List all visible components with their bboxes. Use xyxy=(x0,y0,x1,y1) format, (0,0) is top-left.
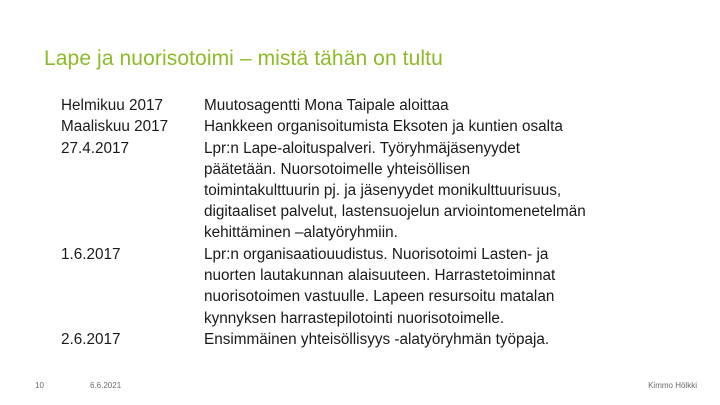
date-2-6-2017: 2.6.2017 xyxy=(61,331,121,348)
description-line: Ensimmäinen yhteisöllisyys -alatyöryhmän työpaja. xyxy=(204,331,550,348)
date-1-6-2017: 1.6.2017 xyxy=(61,246,121,263)
description-line: kehittäminen –alatyöryhmiin. xyxy=(204,224,398,241)
description-line: nuorten lautakunnan alaisuuteen. Harrastetoiminnat xyxy=(204,267,556,284)
description-line: digitaaliset palvelut, lastensuojelun arviointomenetelmän xyxy=(204,203,586,220)
description-line: päätetään. Nuorsotoimelle yhteisöllisen xyxy=(204,161,471,178)
slide-title: Lape ja nuorisotoimi – mistä tähän on tultu xyxy=(44,47,443,70)
slide-number: 10 xyxy=(35,381,44,390)
description-line: toimintakulttuurin pj. ja jäsenyydet monikulttuurisuus, xyxy=(204,182,562,199)
date-27-4-2017: 27.4.2017 xyxy=(61,140,130,157)
description-line: Lpr:n organisaatiouudistus. Nuorisotoimi Lasten- ja xyxy=(204,246,549,263)
description-line: nuorisotoimen vastuulle. Lapeen resursoitu matalan xyxy=(204,288,555,305)
footer-date: 6.6.2021 xyxy=(90,381,122,390)
description-line: kynnyksen harrastepilotointi nuorisotoimelle. xyxy=(204,310,505,327)
date-maaliskuu-2017: Maaliskuu 2017 xyxy=(61,118,169,135)
footer-author: Kimmo Hölkki xyxy=(648,381,697,390)
description-line: Muutosagentti Mona Taipale aloittaa xyxy=(204,97,449,114)
description-line: Hankkeen organisoitumista Eksoten ja kuntien osalta xyxy=(204,118,563,135)
date-helmikuu-2017: Helmikuu 2017 xyxy=(61,97,164,114)
description-line: Lpr:n Lape-aloituspalveri. Työryhmäjäsenyydet xyxy=(204,140,521,157)
